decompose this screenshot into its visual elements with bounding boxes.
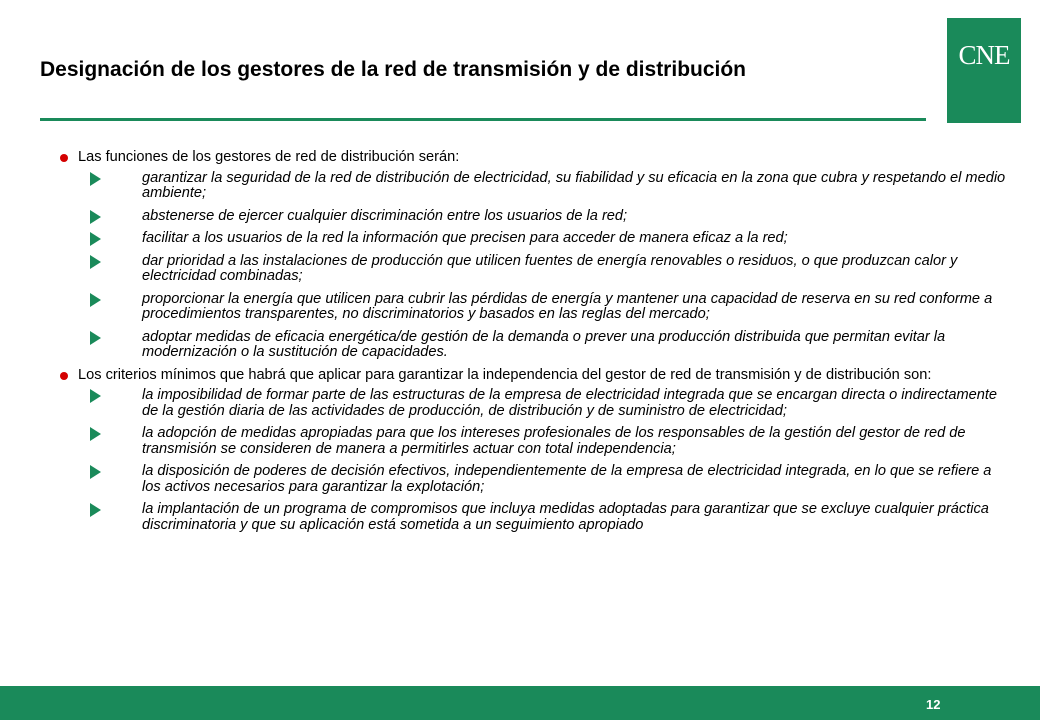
sub-bullet-text: la imposibilidad de formar parte de las estructuras de la empresa de electricidad integrada que se encargan directa o indirectamente de la gestión diaria de las actividades de producción, de distribución y de suministro de electricidad; <box>142 387 998 419</box>
section-bullet <box>60 150 1010 166</box>
arrow-bullet-icon <box>90 210 101 224</box>
sub-bullet <box>60 231 1010 247</box>
slide-content <box>60 150 1010 540</box>
footer-bar <box>0 686 1040 720</box>
bullet-dot-icon <box>60 154 68 162</box>
sub-bullet-text: garantizar la seguridad de la red de distribución de electricidad, su fiabilidad y su eficacia en la zona que cubra y respetando el medio ambiente; <box>142 169 1006 201</box>
cne-logo: CNE <box>947 18 1021 123</box>
section-text: Las funciones de los gestores de red de distribución serán: <box>78 149 460 165</box>
sub-bullet-text: proporcionar la energía que utilicen para cubrir las pérdidas de energía y mantener una capacidad de reserva en su red conforme a procedimientos transparentes, no discriminatorios y basados en las reglas del mercado; <box>142 290 993 322</box>
arrow-bullet-icon <box>90 465 101 479</box>
section-bullet <box>60 368 1010 384</box>
sub-bullet <box>60 292 1010 323</box>
sub-bullet-text: dar prioridad a las instalaciones de producción que utilicen fuentes de energía renovables o residuos, o que produzcan calor y electricidad combinadas; <box>142 252 958 284</box>
sub-bullet-text: la adopción de medidas apropiadas para que los intereses profesionales de los responsables de la gestión del gestor de red de transmisión se consideren de manera a permitirles actuar con total independencia; <box>142 425 966 457</box>
sub-bullet <box>60 209 1010 225</box>
sub-bullet <box>60 502 1010 533</box>
arrow-bullet-icon <box>90 232 101 246</box>
sub-bullet-text: la disposición de poderes de decisión efectivos, independientemente de la empresa de electricidad integrada, en lo que se refiere a los activos necesarios para garantizar la explotación; <box>142 463 992 495</box>
section-text: Los criterios mínimos que habrá que aplicar para garantizar la independencia del gestor de red de transmisión y de distribución son: <box>78 366 932 383</box>
sub-bullet-text: adoptar medidas de eficacia energética/de gestión de la demanda o prever una producción distribuida que permitan evitar la modernización o la sustitución de capacidades. <box>142 328 946 360</box>
title-divider <box>40 118 926 121</box>
page-title: Designación de los gestores de la red de transmisión y de distribución <box>40 58 747 81</box>
sub-bullet <box>60 464 1010 495</box>
arrow-bullet-icon <box>90 389 101 403</box>
sub-bullet <box>60 426 1010 457</box>
arrow-bullet-icon <box>90 427 101 441</box>
arrow-bullet-icon <box>90 503 101 517</box>
sub-bullet <box>60 254 1010 285</box>
sub-bullet <box>60 330 1010 361</box>
sub-bullet-text: abstenerse de ejercer cualquier discriminación entre los usuarios de la red; <box>142 207 628 224</box>
bullet-dot-icon <box>60 372 68 380</box>
sub-bullet-text: facilitar a los usuarios de la red la información que precisen para acceder de manera eficaz a la red; <box>142 230 788 246</box>
arrow-bullet-icon <box>90 293 101 307</box>
arrow-bullet-icon <box>90 331 101 345</box>
sub-bullet-text: la implantación de un programa de compromisos que incluya medidas adoptadas para garantizar que se excluye cualquier práctica discriminatoria y que su aplicación está sometida a un seguimiento apropiado <box>142 501 989 533</box>
sub-bullet <box>60 171 1010 202</box>
arrow-bullet-icon <box>90 172 101 186</box>
arrow-bullet-icon <box>90 255 101 269</box>
sub-bullet <box>60 388 1010 419</box>
page-number: 12 <box>926 697 941 712</box>
